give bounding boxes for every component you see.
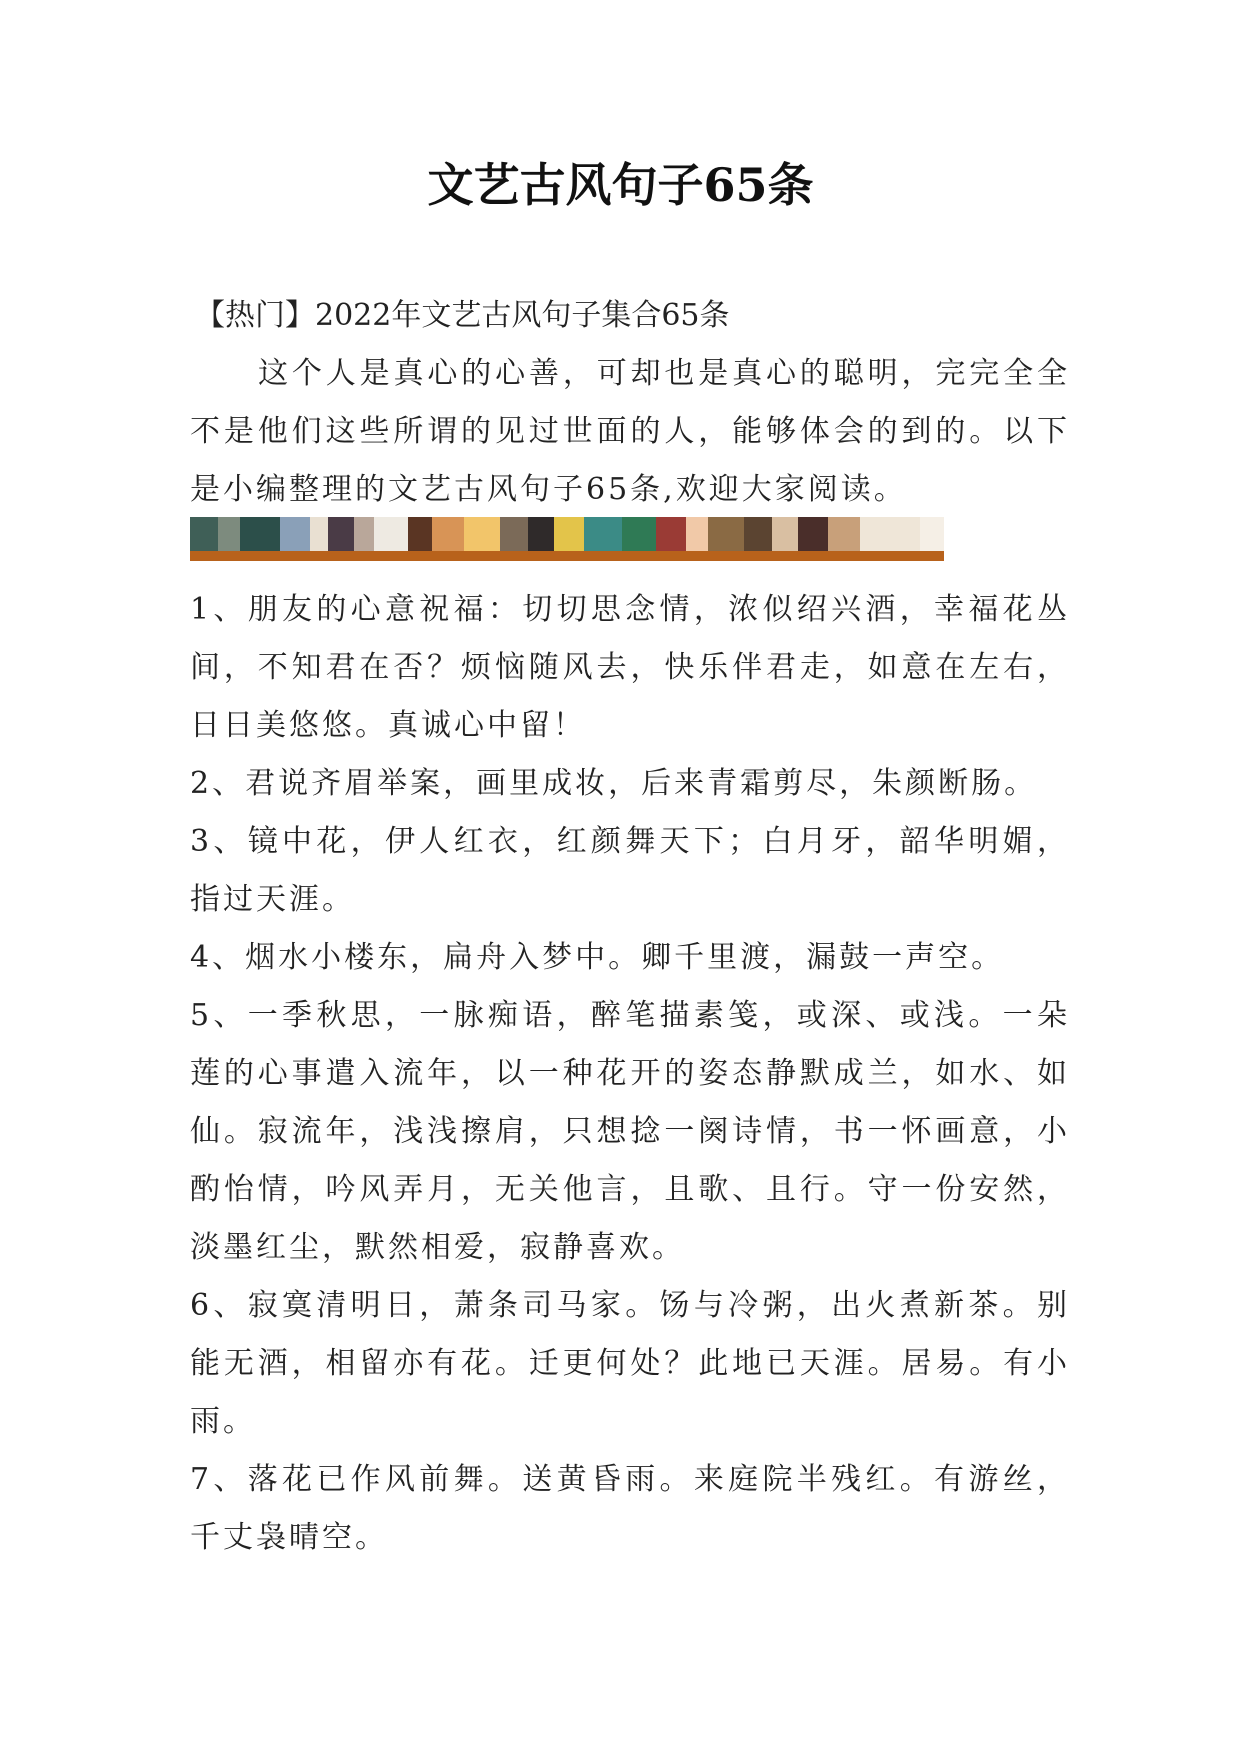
book-spine [744,517,772,551]
bookshelf-banner-image [190,517,944,561]
bookshelf-board [190,551,944,561]
book-spine [584,517,622,551]
document-title: 文艺古风句子65条 [427,158,814,212]
book-spine [798,517,828,551]
book-spine [354,517,374,551]
book-spine [528,517,554,551]
book-spine [464,517,500,551]
book-spine [280,517,310,551]
book-spine [328,517,354,551]
book-spine [432,517,464,551]
book-spine [686,517,708,551]
book-spine [656,517,686,551]
book-spine [310,517,328,551]
book-spine [554,517,584,551]
book-spine [828,517,860,551]
bookshelf-books [190,517,944,551]
book-spine [240,517,280,551]
book-spine [772,517,798,551]
book-spine [374,517,408,551]
book-spine [622,517,656,551]
list-item: 6、寂寞清明日，萧条司马家。饧与冷粥，出火煮新茶。别能无酒，相留亦有花。迁更何处？此地已天涯。居易。有小雨。 [190,1288,1070,1439]
book-spine [218,517,240,551]
list-item: 7、落花已作风前舞。送黄昏雨。来庭院半残红。有游丝，千丈袅晴空。 [190,1462,1070,1555]
list-item: 1、朋友的心意祝福：切切思念情，浓似绍兴酒，幸福花丛间，不知君在否？烦恼随风去，快乐伴君走，如意在左右，日日美悠悠。真诚心中留！ [190,592,1070,743]
intro-paragraph: 这个人是真心的心善，可却也是真心的聪明，完完全全不是他们这些所谓的见过世面的人，能够体会的到的。以下是小编整理的文艺古风句子65条,欢迎大家阅读。 [190,356,1070,507]
book-spine [500,517,528,551]
book-spine [708,517,744,551]
list-item: 5、一季秋思，一脉痴语，醉笔描素笺，或深、或浅。一朵莲的心事遣入流年，以一种花开的姿态静默成兰，如水、如仙。寂流年，浅浅擦肩，只想捻一阕诗情，书一怀画意，小酌怡情，吟风弄月，无关他言，且歌、且行。守一份安然，淡墨红尘，默然相爱，寂静喜欢。 [190,998,1070,1265]
document-subtitle: 【热门】2022年文艺古风句子集合65条 [195,298,730,333]
list-item: 2、君说齐眉举案，画里成妆，后来青霜剪尽，朱颜断肠。 [190,766,1038,801]
book-spine [190,517,218,551]
book-spine [860,517,920,551]
list-item: 3、镜中花，伊人红衣，红颜舞天下；白月牙，韶华明媚，指过天涯。 [190,824,1070,917]
list-item: 4、烟水小楼东，扁舟入梦中。卿千里渡，漏鼓一声空。 [190,940,1005,975]
book-spine [408,517,432,551]
sentence-list [190,581,1070,1567]
